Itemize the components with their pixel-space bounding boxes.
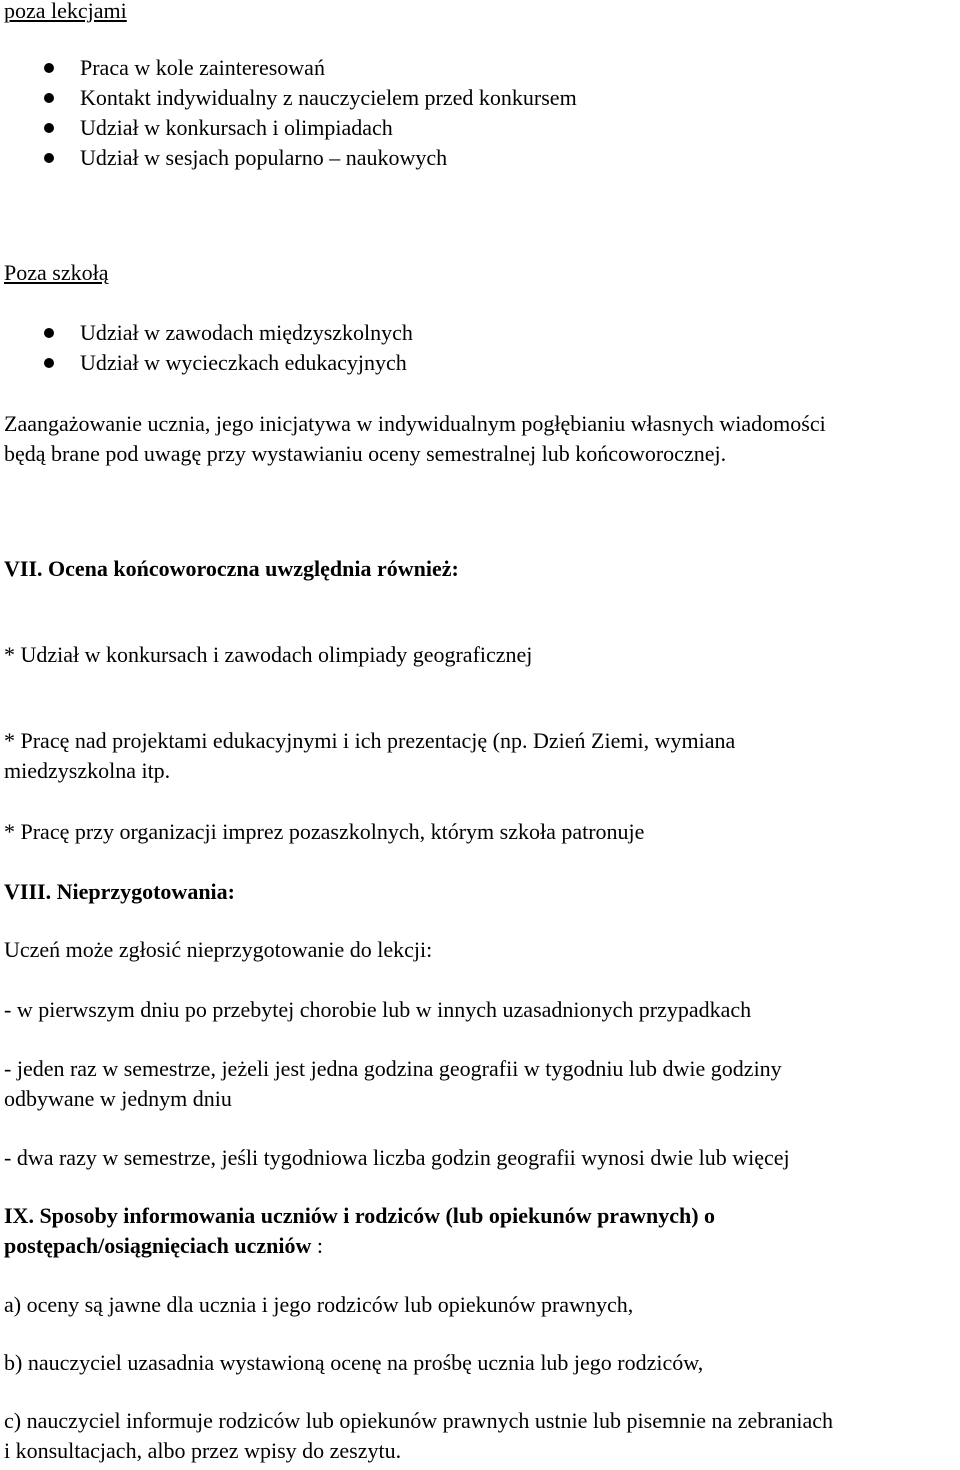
engagement-paragraph [4,409,956,469]
list-item [4,348,956,378]
section-heading-viii: VIII. Nieprzygotowania: [4,879,235,904]
section-vii [4,554,956,847]
section-heading-vii: VII. Ocena końcoworoczna uwzględnia również: [4,556,459,581]
bullet-icon [44,328,54,338]
list-item [4,83,956,113]
list-item-text: Udział w sesjach popularno – naukowych [80,145,448,170]
viii-intro: Uczeń może zgłosić nieprzygotowanie do lekcji: [4,937,433,962]
section-heading-ix-continuation [4,1231,956,1261]
section-outside-school [4,258,956,378]
ix-item-continuation: i konsultacjach, albo przez wpisy do zeszytu. [4,1438,402,1463]
paragraph-line: będą brane pod uwagę przy wystawianiu oceny semestralnej lub końcoworocznej. [4,441,727,466]
section-viii [4,877,956,1173]
section-heading-ix: IX. Sposoby informowania uczniów i rodziców (lub opiekunów prawnych) o [4,1203,716,1228]
ix-item: a) oceny są jawne dla ucznia i jego rodziców lub opiekunów prawnych, [4,1292,634,1317]
viii-item: - w pierwszym dniu po przebytej chorobie lub w innych uzasadnionych przypadkach [4,997,752,1022]
bullet-icon [44,358,54,368]
list-item [4,113,956,143]
bullet-icon [44,153,54,163]
list-item-text: Udział w konkursach i olimpiadach [80,115,393,140]
list-item-text: Udział w zawodach międzyszkolnych [80,320,413,345]
bullet-icon [44,93,54,103]
paragraph-line: Zaangażowanie ucznia, jego inicjatywa w indywidualnym pogłębianiu własnych wiadomości [4,411,826,436]
vii-item: * Pracę nad projektami edukacyjnymi i ich prezentację (np. Dzień Ziemi, wymiana [4,728,736,753]
bullet-list-outside [4,318,956,378]
section-ix [4,1201,956,1466]
list-item [4,53,956,83]
ix-item: c) nauczyciel informuje rodziców lub opiekunów prawnych ustnie lub pisemnie na zebraniach [4,1408,833,1433]
vii-item: * Pracę przy organizacji imprez pozaszkolnych, którym szkoła patronuje [4,819,645,844]
list-item-text: Praca w kole zainteresowań [80,55,325,80]
heading-text: postępach/osiągnięciach uczniów [4,1233,312,1258]
heading-suffix: : [311,1233,324,1258]
list-item-text: Udział w wycieczkach edukacyjnych [80,350,407,375]
viii-item: - dwa razy w semestrze, jeśli tygodniowa liczba godzin geografii wynosi dwie lub więcej [4,1145,790,1170]
section-heading-poza-szkola: Poza szkołą [4,260,109,285]
viii-item: - jeden raz w semestrze, jeżeli jest jedna godzina geografii w tygodniu lub dwie godziny [4,1056,782,1081]
section-during-lessons [4,0,956,173]
list-item [4,318,956,348]
list-item [4,143,956,173]
vii-item: * Udział w konkursach i zawodach olimpiady geograficznej [4,642,533,667]
vii-item-continuation: miedzyszkolna itp. [4,758,171,783]
viii-item-continuation: odbywane w jednym dniu [4,1086,232,1111]
bullet-list-during [4,53,956,173]
ix-item: b) nauczyciel uzasadnia wystawioną ocenę na prośbę ucznia lub jego rodziców, [4,1350,704,1375]
document-page [4,0,956,1466]
bullet-icon [44,63,54,73]
list-item-text: Kontakt indywidualny z nauczycielem przed konkursem [80,85,577,110]
bullet-icon [44,123,54,133]
section-heading-poza-lekcjami: poza lekcjami [4,0,127,23]
